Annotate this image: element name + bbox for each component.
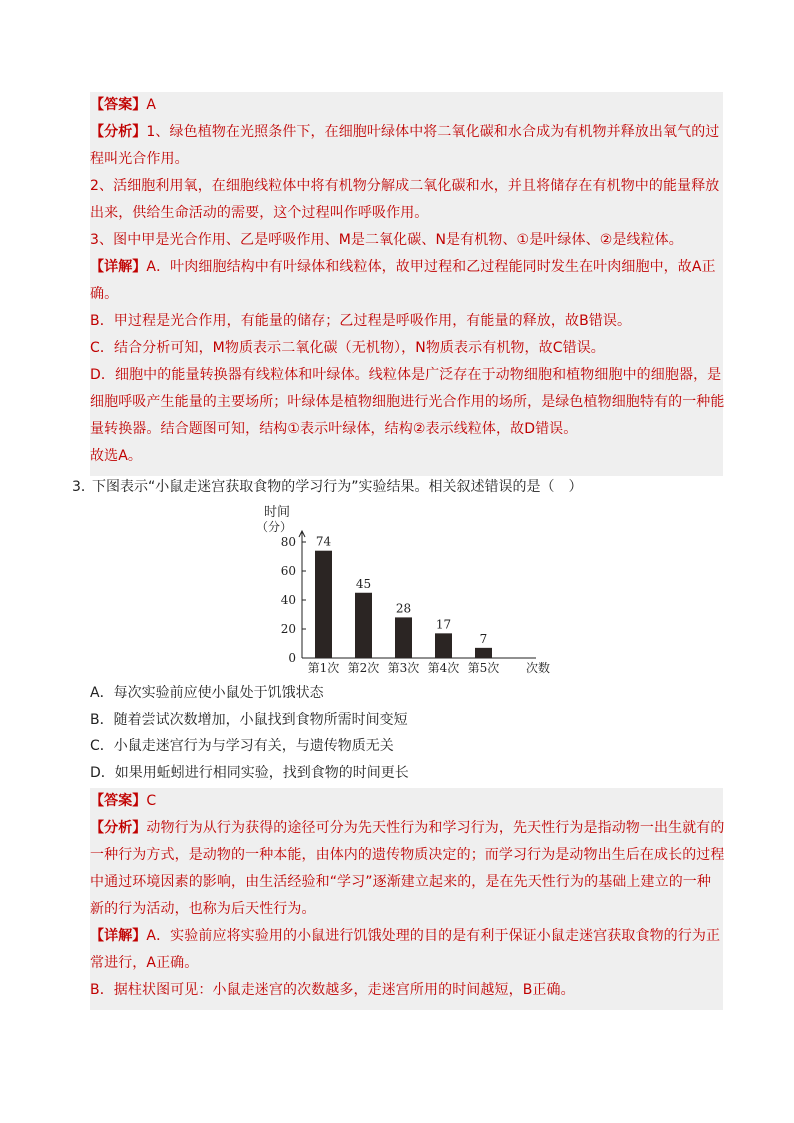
answer-value: A xyxy=(146,97,157,113)
analysis-line-2: 程叫光合作用。 xyxy=(90,151,189,167)
bar-value-label: 7 xyxy=(479,631,488,646)
learning-quote: “学习” xyxy=(329,874,373,890)
analysis-line-5: 3、图中甲是光合作用、乙是呼吸作用、M是二氧化碳、N是有机物、①是叶绿体、②是线粒体。 xyxy=(90,232,683,248)
bar-value-label: 17 xyxy=(435,617,452,632)
x-tick-label: 第4次 xyxy=(427,661,460,675)
bar xyxy=(355,593,372,658)
x-tick-label: 第3次 xyxy=(387,661,420,675)
option-a: A．每次实验前应使小鼠处于饥饿状态 xyxy=(90,685,324,701)
bar xyxy=(475,648,492,658)
bar-value-label: 45 xyxy=(355,576,372,591)
analysis-text: 1、绿色植物在光照条件下，在细胞叶绿体中将二氧化碳和水合成为有机物并释放出氧气的过 xyxy=(146,124,720,140)
y-axis-label-line2: （分） xyxy=(256,520,293,534)
answer-block-1 xyxy=(90,92,723,476)
y-tick-label: 60 xyxy=(280,564,296,578)
detail2-line-2: 常进行，A正确。 xyxy=(90,955,199,971)
analysis-text: 中通过环境因素的影响，由生活经验和 xyxy=(90,874,330,890)
answer-line-2 xyxy=(90,788,156,814)
detail-line-1 xyxy=(90,254,716,280)
detail-line-4: C．结合分析可知，M物质表示二氧化碳（无机物），N物质表示有机物，故C错误。 xyxy=(90,340,605,356)
answer-tag: 【答案】 xyxy=(90,97,147,113)
y-tick-label: 0 xyxy=(288,651,296,665)
bar xyxy=(395,617,412,658)
x-tick-label: 第2次 xyxy=(347,661,380,675)
detail-line-3: B．甲过程是光合作用，有能量的储存；乙过程是呼吸作用，有能量的释放，故B错误。 xyxy=(90,313,632,329)
bar xyxy=(315,551,332,658)
detail-line-2: 确。 xyxy=(90,286,119,302)
analysis-text: 逐渐建立起来的，是在先天性行为的基础上建立的一种 xyxy=(372,874,712,890)
x-tick-label: 第1次 xyxy=(307,661,340,675)
choose-line: 故选A。 xyxy=(90,448,142,464)
question-number: 3． xyxy=(72,479,95,495)
answer-tag: 【答案】 xyxy=(90,793,147,809)
detail-line-7: 量转换器。结合题图可知，结构①表示叶绿体，结构②表示线粒体，故D错误。 xyxy=(90,421,578,437)
option-b: B．随着尝试次数增加，小鼠找到食物所需时间变短 xyxy=(90,712,408,728)
analysis-line-3: 2、活细胞利用氧，在细胞线粒体中将有机物分解成二氧化碳和水，并且将储存在有机物中的能量释放 xyxy=(90,178,720,194)
analysis2-line-4: 新的行为活动，也称为后天性行为。 xyxy=(90,901,316,917)
x-axis-label: 次数 xyxy=(525,661,551,675)
detail-tag: 【详解】 xyxy=(90,259,147,275)
bar-value-label: 74 xyxy=(315,534,332,549)
bar-value-label: 28 xyxy=(395,601,412,616)
option-d: D．如果用蚯蚓进行相同实验，找到食物的时间更长 xyxy=(90,765,409,781)
y-tick-label: 80 xyxy=(280,535,296,549)
detail2-line-1 xyxy=(90,923,720,949)
analysis2-line-1 xyxy=(90,815,725,841)
detail2-line-3: B．据柱状图可见：小鼠走迷宫的次数越多，走迷宫所用的时间越短，B正确。 xyxy=(90,982,575,998)
y-tick-label: 20 xyxy=(280,622,296,636)
analysis-text: 动物行为从行为获得的途径可分为先天性行为和学习行为，先天性行为是指动物一出生就有的 xyxy=(146,820,725,836)
analysis-line-4: 出来，供给生命活动的需要，这个过程叫作呼吸作用。 xyxy=(90,205,429,221)
option-c: C．小鼠走迷宫行为与学习有关，与遗传物质无关 xyxy=(90,738,394,754)
x-tick-label: 第5次 xyxy=(467,661,500,675)
answer-value: C xyxy=(146,793,157,809)
detail-text: A．叶肉细胞结构中有叶绿体和线粒体，故甲过程和乙过程能同时发生在叶肉细胞中，故A正 xyxy=(146,259,716,275)
detail-tag: 【详解】 xyxy=(90,928,147,944)
detail-text: A．实验前应将实验用的小鼠进行饥饿处理的目的是有利于保证小鼠走迷宫获取食物的行为正 xyxy=(146,928,721,944)
analysis-line-1 xyxy=(90,119,719,145)
y-axis-label-line1: 时间 xyxy=(264,505,291,520)
detail-line-6: 细胞呼吸产生能量的主要场所；叶绿体是植物细胞进行光合作用的场所，是绿色植物细胞特有的一种能 xyxy=(90,394,725,410)
analysis2-line-3 xyxy=(90,869,711,895)
detail-line-5: D．细胞中的能量转换器有线粒体和叶绿体。线粒体是广泛存在于动物细胞和植物细胞中的细胞器，是 xyxy=(90,367,722,383)
answer-block-2 xyxy=(90,788,723,1010)
answer-line xyxy=(90,92,156,118)
analysis-tag: 【分析】 xyxy=(90,124,147,140)
bar xyxy=(435,633,452,658)
y-tick-label: 40 xyxy=(280,593,296,607)
analysis-tag: 【分析】 xyxy=(90,820,147,836)
question-stem: 下图表示“小鼠走迷宫获取食物的学习行为”实验结果。相关叙述错误的是（ ） xyxy=(92,479,583,495)
bar-chart xyxy=(256,502,556,680)
analysis2-line-2: 一种行为方式，是动物的一种本能，由体内的遗传物质决定的；而学习行为是动物出生后在成长的过程 xyxy=(90,847,725,863)
